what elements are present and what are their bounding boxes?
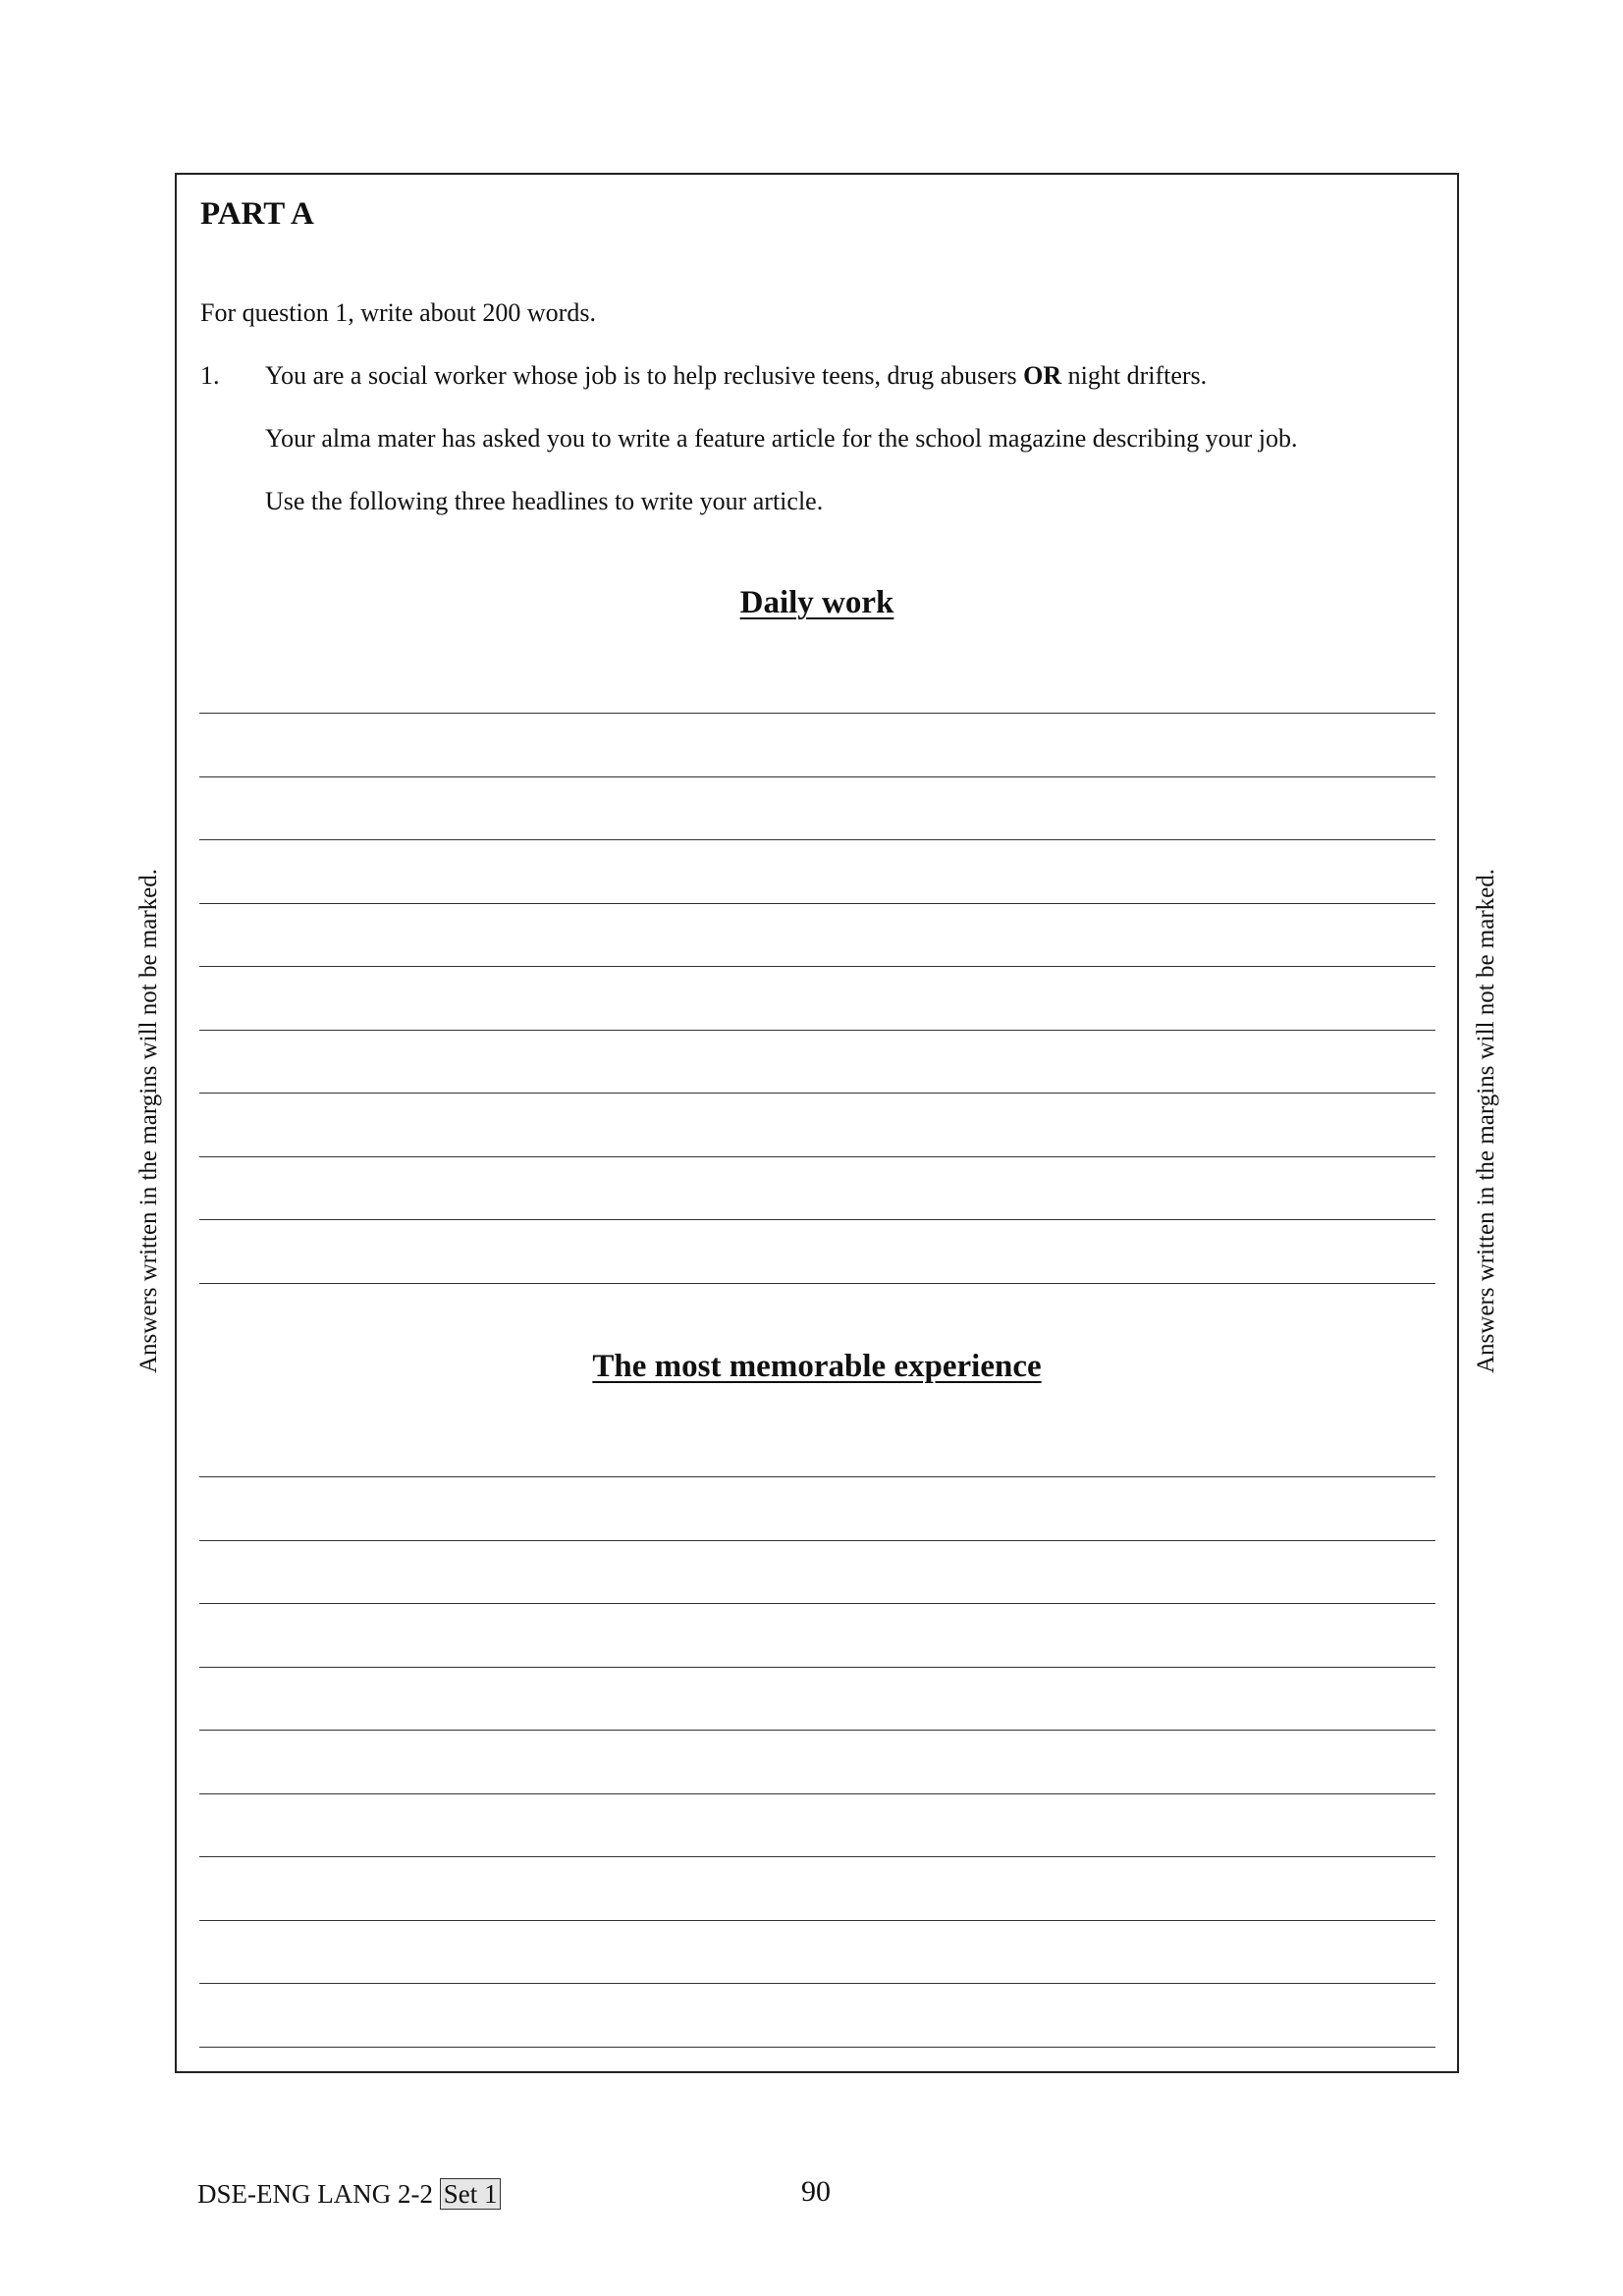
headline-daily-work: Daily work — [739, 585, 894, 620]
prompt-text: night drifters. — [1061, 361, 1208, 390]
answer-line[interactable] — [199, 713, 1435, 714]
answer-line[interactable] — [199, 1156, 1435, 1157]
left-margin-note: Answers written in the margins will not be marked. — [135, 868, 162, 1374]
answer-line[interactable] — [199, 1540, 1435, 1541]
right-margin-note: Answers written in the margins will not be marked. — [1473, 868, 1499, 1374]
question-instruction: For question 1, write about 200 words. — [200, 298, 596, 327]
answer-line[interactable] — [199, 1856, 1435, 1857]
answer-line[interactable] — [199, 1793, 1435, 1794]
set-label: Set 1 — [440, 2178, 502, 2210]
answer-line[interactable] — [199, 1730, 1435, 1731]
answer-line[interactable] — [199, 1476, 1435, 1477]
prompt-text: You are a social worker whose job is to help reclusive teens, drug abusers — [265, 361, 1024, 390]
answer-line[interactable] — [199, 1920, 1435, 1921]
question-prompt-line-1 — [265, 361, 1207, 391]
answer-line[interactable] — [199, 1283, 1435, 1284]
answer-line[interactable] — [199, 1093, 1435, 1094]
answer-line[interactable] — [199, 776, 1435, 777]
answer-line[interactable] — [199, 1219, 1435, 1220]
answer-line[interactable] — [199, 839, 1435, 840]
page-number: 90 — [801, 2175, 831, 2208]
answer-line[interactable] — [199, 1983, 1435, 1984]
answer-line[interactable] — [199, 1667, 1435, 1668]
headline-memorable-experience: The most memorable experience — [592, 1349, 1042, 1384]
answer-line[interactable] — [199, 903, 1435, 904]
prompt-emphasis: OR — [1023, 361, 1062, 390]
paper-code: DSE-ENG LANG 2-2 Set 1 — [197, 2178, 501, 2210]
answer-line[interactable] — [199, 2047, 1435, 2048]
question-prompt-line-2: Your alma mater has asked you to write a feature article for the school magazine describing your job. — [265, 424, 1298, 453]
answer-line[interactable] — [199, 966, 1435, 967]
answer-line[interactable] — [199, 1030, 1435, 1031]
question-number: 1. — [200, 361, 220, 390]
part-heading: PART A — [200, 196, 314, 232]
question-prompt-line-3: Use the following three headlines to write your article. — [265, 487, 824, 515]
answer-line[interactable] — [199, 1603, 1435, 1604]
answer-frame — [175, 173, 1459, 2073]
